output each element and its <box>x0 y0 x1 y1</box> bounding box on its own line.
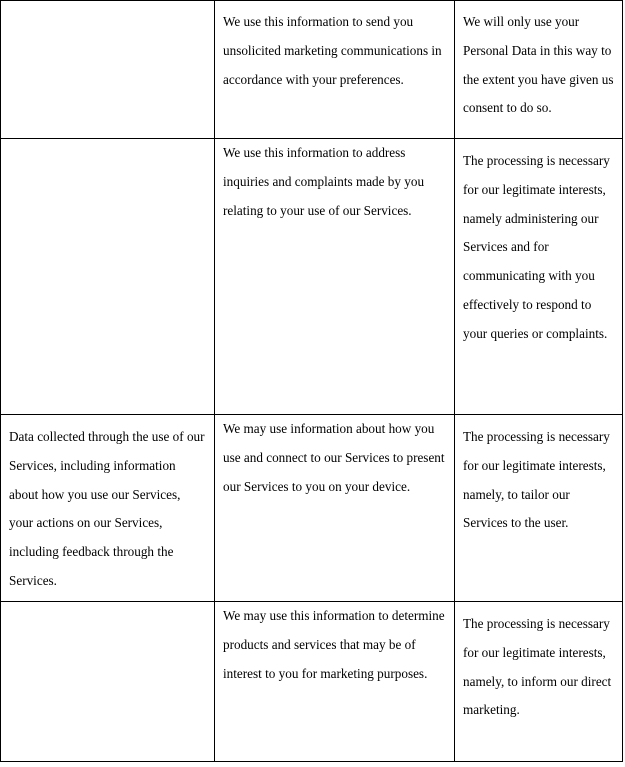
cell-text: We may use information about how you use and connect to our Services to present our Services to you on your device. <box>223 421 445 494</box>
cell-how-we-use-2 <box>215 139 455 415</box>
cell-text: The processing is necessary for our legitimate interests, namely, to inform our direct marketing. <box>463 616 612 718</box>
cell-text: The processing is necessary for our legitimate interests, namely, to tailor our Services to the user. <box>463 429 610 531</box>
cell-text: We may use this information to determine products and services that may be of interest to you for marketing purposes. <box>223 608 445 681</box>
cell-how-we-use-3 <box>215 415 455 602</box>
cell-data-category-3 <box>1 415 215 602</box>
cell-text: We use this information to address inquiries and complaints made by you relating to your use of our Services. <box>223 145 425 218</box>
cell-how-we-use-4 <box>215 602 455 762</box>
table-row <box>1 602 623 762</box>
cell-text: We will only use your Personal Data in this way to the extent you have given us consent to do so. <box>463 14 614 116</box>
cell-how-we-use-1 <box>215 1 455 139</box>
table-row <box>1 1 623 139</box>
cell-text: The processing is necessary for our legitimate interests, namely administering our Services and for communicating with you effectively to respond to your queries or complaints. <box>463 153 610 341</box>
cell-data-category-4 <box>1 602 215 762</box>
cell-lawful-basis-2 <box>455 139 623 415</box>
table-row <box>1 415 623 602</box>
table-body <box>1 1 623 762</box>
cell-data-category-2 <box>1 139 215 415</box>
cell-lawful-basis-1 <box>455 1 623 139</box>
cell-lawful-basis-4 <box>455 602 623 762</box>
cell-data-category-1 <box>1 1 215 139</box>
cell-text: We use this information to send you unsolicited marketing communications in accordance with your preferences. <box>223 14 442 87</box>
cell-lawful-basis-3 <box>455 415 623 602</box>
cell-text: Data collected through the use of our Services, including information about how you use our Services, your actions on our Services, including feedback through the Services. <box>9 429 205 588</box>
table-row <box>1 139 623 415</box>
